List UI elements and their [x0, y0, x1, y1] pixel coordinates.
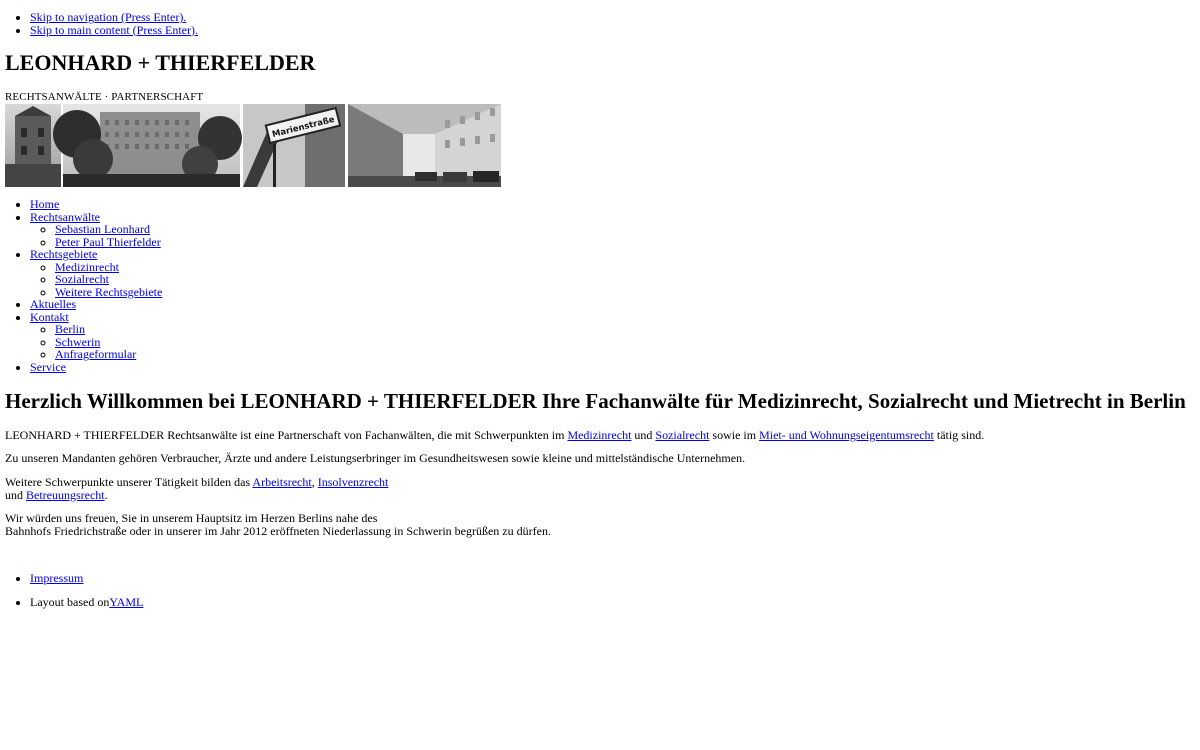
skip-link-item	[30, 24, 198, 37]
nav-link-berlin[interactable]: Berlin	[55, 322, 85, 336]
skip-to-navigation-link[interactable]: Skip to navigation (Press Enter).	[30, 10, 187, 24]
welcome-line: Wir würden uns freuen, Sie in unserem Hauptsitz im Herzen Berlins nahe des	[5, 511, 378, 525]
intro-paragraph	[5, 429, 984, 442]
street-view-photo	[348, 104, 501, 187]
nav-submenu-rechtsgebiete	[55, 261, 162, 299]
intro-text: sowie im	[709, 428, 760, 442]
clients-paragraph: Zu unseren Mandanten gehören Verbraucher, Ärzte und andere Leistungserbringer im Gesundheitswesen sowie kleine und mittelständische Unternehmen.	[5, 451, 746, 465]
nav-submenu-rechtsanwaelte	[55, 223, 162, 248]
link-betreuungsrecht[interactable]: Betreuungsrecht	[26, 487, 105, 502]
nav-link-aktuelles[interactable]: Aktuelles	[30, 297, 76, 311]
layout-credit-text: Layout based on	[30, 594, 110, 609]
nav-subitem	[55, 348, 162, 361]
footer-item	[30, 572, 143, 585]
nav-item-rechtsanwaelte	[30, 211, 162, 249]
welcome-line: Bahnhofs Friedrichstraße oder in unserer im Jahr 2012 eröffneten Niederlassung in Schwerin begrüßen zu dürfen.	[5, 523, 551, 538]
site-tagline: RECHTSANWÄLTE · PARTNERSCHAFT	[5, 91, 204, 103]
site-title: LEONHARD + THIERFELDER	[5, 50, 316, 75]
focus-areas-paragraph	[5, 476, 388, 501]
nav-link-weitere-rechtsgebiete[interactable]: Weitere Rechtsgebiete	[55, 284, 163, 299]
link-arbeitsrecht[interactable]: Arbeitsrecht	[252, 475, 312, 489]
nav-link-home[interactable]: Home	[30, 197, 60, 211]
street-sign-text: Marienstraße	[271, 114, 336, 141]
footer-links	[30, 572, 143, 608]
nav-submenu-kontakt	[55, 323, 162, 361]
nav-item-kontakt	[30, 311, 162, 361]
focus-text: ,	[311, 475, 318, 489]
page-heading: Herzlich Willkommen bei LEONHARD + THIERFELDER Ihre Fachanwälte für Medizinrecht, Sozialrecht und Mietrecht in Berlin	[5, 389, 1186, 413]
link-sozialrecht[interactable]: Sozialrecht	[655, 428, 710, 442]
nav-link-medizinrecht[interactable]: Medizinrecht	[55, 259, 119, 274]
skip-links	[30, 11, 198, 36]
intro-text: LEONHARD + THIERFELDER Rechtsanwälte ist eine Partnerschaft von Fachanwälten, die mit Schwerpunkten im	[5, 428, 568, 442]
nav-link-sebastian-leonhard[interactable]: Sebastian Leonhard	[55, 222, 150, 236]
focus-text: Weitere Schwerpunkte unserer Tätigkeit bilden das	[5, 475, 253, 489]
street-sign-photo	[243, 104, 345, 187]
nav-link-rechtsanwaelte[interactable]: Rechtsanwälte	[30, 209, 100, 224]
header-banner	[5, 104, 501, 187]
nav-link-anfrageformular[interactable]: Anfrageformular	[55, 347, 137, 361]
link-medizinrecht[interactable]: Medizinrecht	[567, 428, 632, 442]
nav-link-sozialrecht[interactable]: Sozialrecht	[55, 272, 109, 286]
banner-collage-image	[5, 104, 501, 187]
main-navigation	[30, 198, 162, 373]
nav-link-peter-paul-thierfelder[interactable]: Peter Paul Thierfelder	[55, 234, 161, 249]
nav-item-rechtsgebiete	[30, 248, 162, 298]
nav-link-rechtsgebiete[interactable]: Rechtsgebiete	[30, 247, 98, 261]
skip-to-main-content-link[interactable]: Skip to main content (Press Enter).	[30, 22, 198, 37]
tower-photo	[5, 104, 61, 187]
nav-link-schwerin[interactable]: Schwerin	[55, 334, 101, 349]
nav-link-service[interactable]: Service	[30, 359, 66, 374]
intro-text: und	[631, 428, 656, 442]
impressum-link[interactable]: Impressum	[30, 571, 84, 585]
yaml-link[interactable]: YAML	[109, 594, 144, 609]
link-insolvenzrecht[interactable]: Insolvenzrecht	[317, 475, 389, 489]
focus-text: .	[104, 487, 108, 502]
link-mietrecht[interactable]: Miet- und Wohnungseigentumsrecht	[759, 428, 934, 442]
intro-text: tätig sind.	[933, 428, 985, 442]
nav-link-kontakt[interactable]: Kontakt	[30, 309, 69, 324]
focus-text: und	[5, 487, 26, 502]
nav-item-service	[30, 361, 162, 374]
charite-building-photo	[53, 104, 242, 187]
footer-item	[30, 596, 143, 609]
welcome-paragraph	[5, 512, 551, 537]
